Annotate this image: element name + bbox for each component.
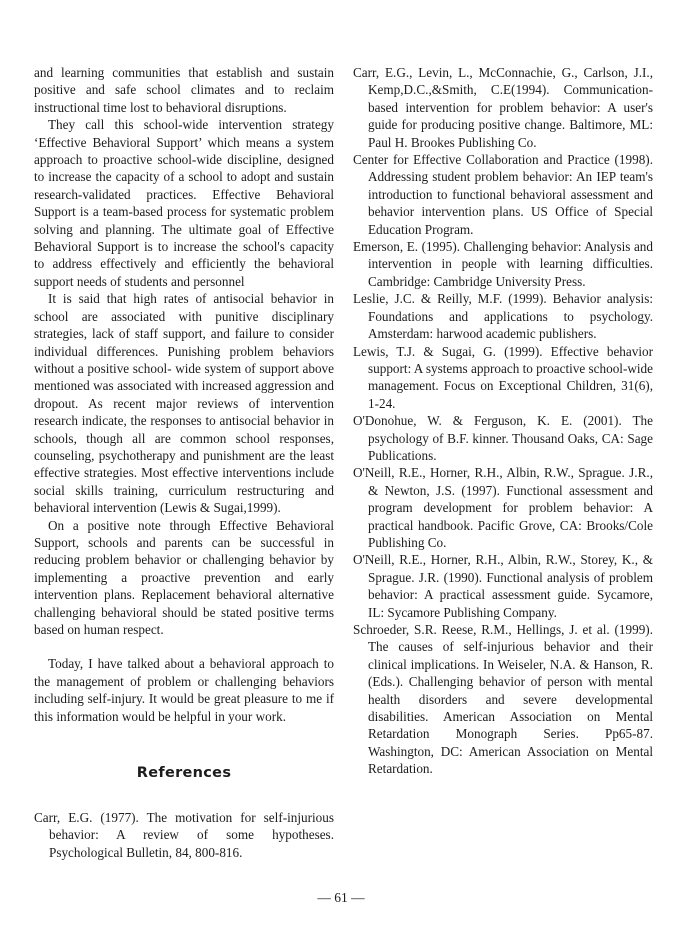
- reference-entry: Schroeder, S.R. Reese, R.M., Hellings, J. et al. (1999). The causes of self-injurious behavior and their clinical implications. In Weiseler, N.A. & Hanson, R. (Eds.). Challenging behavior of person with mental health disorders and severe developmental disabilities. American Association on Mental Retardation Monograph Series. Pp65-87. Washington, DC: American Association on Mental Retardation.: [353, 622, 653, 777]
- references-heading: References: [136, 765, 232, 782]
- reference-entry: Carr, E.G. (1977). The motivation for self-injurious behavior: A review of some hypotheses. Psychological Bulletin, 84, 800-816.: [34, 810, 334, 860]
- reference-entry: Emerson, E. (1995). Challenging behavior: Analysis and intervention in people with learning difficulties. Cambridge: Cambridge University Press.: [353, 239, 653, 289]
- reference-entry: Carr, E.G., Levin, L., McConnachie, G., Carlson, J.I., Kemp,D.C.,&Smith, C.E(1994). Communication-based intervention for problem behavior: A user's guide for producing positive change. Baltimore, ML: Paul H. Brookes Publishing Co.: [353, 65, 653, 150]
- reference-entry: O'Neill, R.E., Horner, R.H., Albin, R.W., Sprague. J.R., & Newton, J.S. (1997). Functional assessment and program development for problem behavior: A practical handbook. Pacific Grove, CA: Brooks/Cole Publishing Co.: [353, 465, 653, 550]
- paragraph: On a positive note through Effective Behavioral Support, schools and parents can be successful in reducing problem behavior or challenging behavior by implementing a proactive prevention and early intervention plans. Replacement behavioral alternative challenging behavioral should be stated positive terms based on human respect.: [34, 517, 334, 637]
- paragraph: Today, I have talked about a behavioral approach to the management of problem or challenging behaviors including self-injury. It would be great pleasure to me if this information would be helpful in your work.: [34, 656, 334, 724]
- reference-entry: O'Donohue, W. & Ferguson, K. E. (2001). The psychology of B.F. kinner. Thousand Oaks, CA: Sage Publications.: [353, 413, 653, 463]
- two-column-layout: [34, 64, 652, 861]
- reference-entry: O'Neill, R.E., Horner, R.H., Albin, R.W., Storey, K., & Sprague. J.R. (1990). Functional analysis of problem behavior: A practical assessment guide. Sycamore, IL: Sycamore Publishing Company.: [353, 552, 653, 620]
- paragraph: It is said that high rates of antisocial behavior in school are associated with punitive disciplinary strategies, lack of staff support, and failure to consider individual differences. Punishing problem behaviors without a positive school- wide system of support above mentioned was associated with increased aggression and dropout. As recent major reviews of intervention research indicate, the responses to antisocial behavior in schools, though all are common school responses, counseling, psychotherapy and punishment are the least effective strategies. Most effective interventions include social skills training, curriculum restructuring and behavioral intervention (Lewis & Sugai,1999).: [34, 291, 334, 516]
- references-list-right: [353, 64, 653, 778]
- reference-entry: Center for Effective Collaboration and Practice (1998). Addressing student problem behavior: An IEP team's introduction to functional behavioral assessment and behavior intervention plans. US Office of Special Education Program.: [353, 152, 653, 237]
- paragraph: and learning communities that establish and sustain positive and safe school climates and to reclaim instructional time lost to behavioral disruptions.: [34, 65, 334, 115]
- reference-entry: Lewis, T.J. & Sugai, G. (1999). Effective behavior support: A systems approach to proactive school-wide management. Focus on Exceptional Children, 31(6), 1-24.: [353, 343, 653, 411]
- references-list-left: [34, 809, 334, 861]
- right-column: [353, 64, 653, 861]
- page-number: — 61 —: [317, 890, 365, 905]
- body-paragraphs: [34, 64, 334, 725]
- left-column: [34, 64, 334, 861]
- paragraph: They call this school-wide intervention strategy ‘Effective Behavioral Support’ which means a system approach to proactive school-wide discipline, designed to increase the capacity of a school to adopt and sustain research-validated practices. Effective Behavioral Support is a team-based process for systematic problem solving and planning. The ultimate goal of Effective Behavioral Support is to increase the school's capacity to address effectively and efficiently the behavioral support needs of students and personnel: [34, 117, 334, 289]
- reference-entry: Leslie, J.C. & Reilly, M.F. (1999). Behavior analysis: Foundations and applications to psychology. Amsterdam: harwood academic publishers.: [353, 291, 653, 342]
